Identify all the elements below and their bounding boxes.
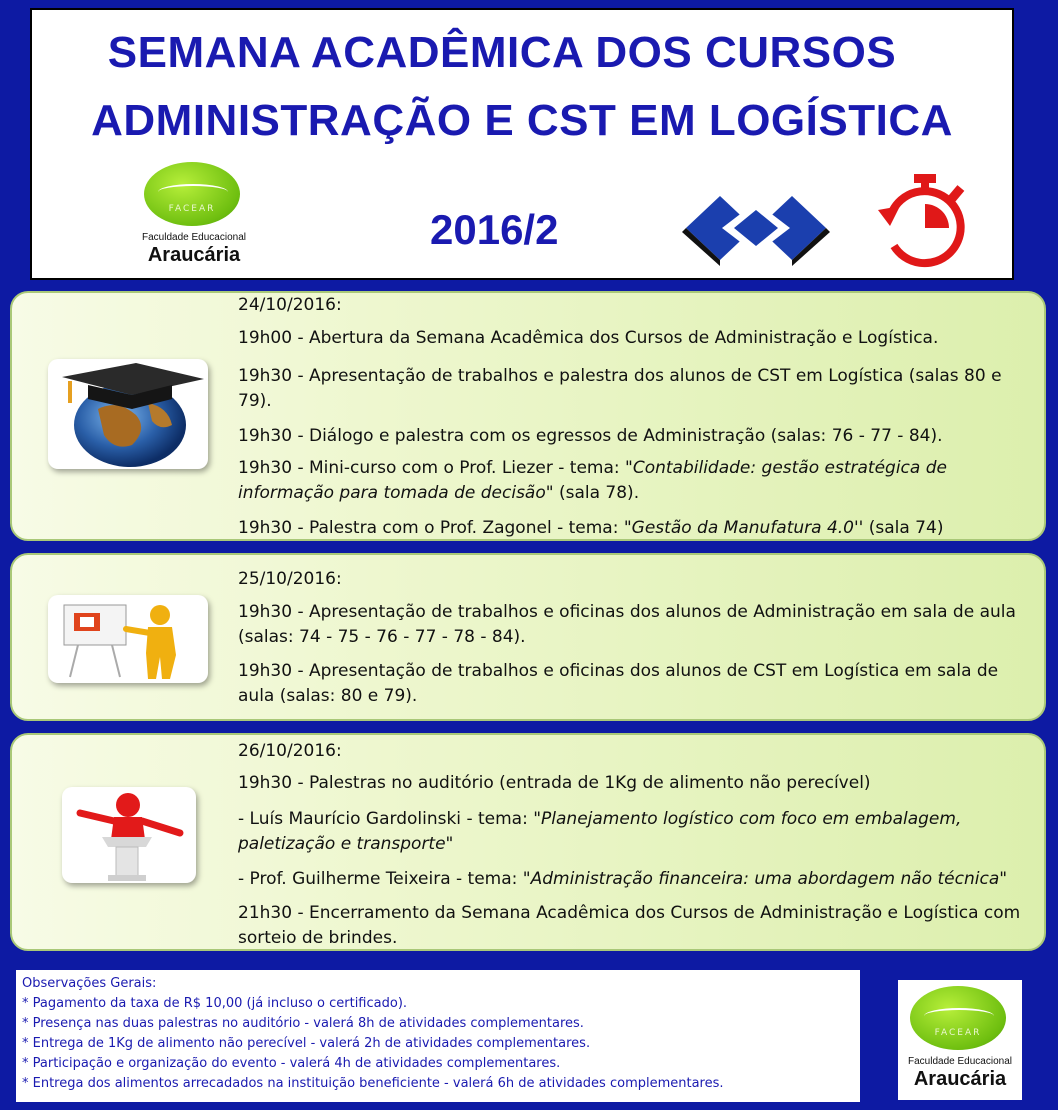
schedule-item: 19h30 - Apresentação de trabalhos e oficinas dos alunos de Administração em sala de aula (salas: 74 - 75 - 76 - 77 - 78 - 84). bbox=[238, 602, 1016, 647]
schedule-item: - Prof. Guilherme Teixeira - tema: "Administração financeira: uma abordagem não técnica" bbox=[238, 869, 1008, 889]
day-3-date: 26/10/2016: bbox=[238, 741, 342, 761]
observations-box bbox=[16, 970, 860, 1102]
title-line-1: SEMANA ACADÊMICA DOS CURSOS bbox=[107, 28, 897, 77]
observation-item: * Participação e organização do evento - valerá 4h de atividades complementares. bbox=[22, 1056, 561, 1071]
graduation-globe-icon bbox=[48, 359, 208, 469]
presentation-icon bbox=[48, 595, 208, 683]
schedule-item: 21h30 - Encerramento da Semana Acadêmica dos Cursos de Administração e Logística com sorteio de brindes. bbox=[238, 903, 1021, 948]
year-label: 2016/2 bbox=[430, 206, 559, 253]
day-panel-2 bbox=[10, 553, 1046, 721]
observation-item: * Entrega de 1Kg de alimento não perecível - valerá 2h de atividades complementares. bbox=[22, 1036, 591, 1051]
observation-item: * Pagamento da taxa de R$ 10,00 (já incluso o certificado). bbox=[22, 996, 408, 1011]
schedule-item: 19h30 - Palestra com o Prof. Zagonel - tema: "Gestão da Manufatura 4.0'' (sala 74) bbox=[238, 518, 944, 538]
facear-logo-footer: FACEAR Faculdade Educacional Araucária bbox=[898, 980, 1022, 1100]
schedule-item: - Luís Maurício Gardolinski - tema: "Planejamento logístico com foco em embalagem, paletização e transporte" bbox=[238, 809, 962, 854]
observation-item: * Entrega dos alimentos arrecadados na instituição beneficiente - valerá 6h de atividades complementares. bbox=[22, 1076, 724, 1091]
day-2-date: 25/10/2016: bbox=[238, 569, 342, 589]
day-panel-3 bbox=[10, 733, 1046, 951]
stopwatch-icon bbox=[870, 170, 980, 275]
schedule-item: 19h30 - Mini-curso com o Prof. Liezer - tema: "Contabilidade: gestão estratégica de informação para tomada de decisão" (sala 78). bbox=[238, 458, 947, 503]
schedule-item: 19h30 - Apresentação de trabalhos e palestra dos alunos de CST em Logística (salas 80 e 79). bbox=[238, 366, 1002, 411]
day-panel-1 bbox=[10, 291, 1046, 541]
observations-title: Observações Gerais: bbox=[22, 976, 157, 991]
day-1-date: 24/10/2016: bbox=[238, 295, 342, 315]
schedule-item: 19h30 - Diálogo e palestra com os egressos de Administração (salas: 76 - 77 - 84). bbox=[238, 426, 943, 446]
schedule-item: 19h00 - Abertura da Semana Acadêmica dos Cursos de Administração e Logística. bbox=[238, 328, 939, 348]
facear-logo: FACEAR Faculdade Educacional Araucária bbox=[134, 162, 254, 272]
schedule-item: 19h30 - Apresentação de trabalhos e oficinas dos alunos de CST em Logística em sala de aula (salas: 80 e 79). bbox=[238, 661, 999, 706]
schedule-item: 19h30 - Palestras no auditório (entrada de 1Kg de alimento não perecível) bbox=[238, 773, 871, 793]
header-banner bbox=[30, 8, 1014, 280]
title-line-2: ADMINISTRAÇÃO E CST EM LOGÍSTICA bbox=[91, 96, 953, 145]
speaker-podium-icon bbox=[62, 787, 196, 883]
observation-item: * Presença nas duas palestras no auditório - valerá 8h de atividades complementares. bbox=[22, 1016, 584, 1031]
cfa-logo bbox=[676, 188, 836, 268]
